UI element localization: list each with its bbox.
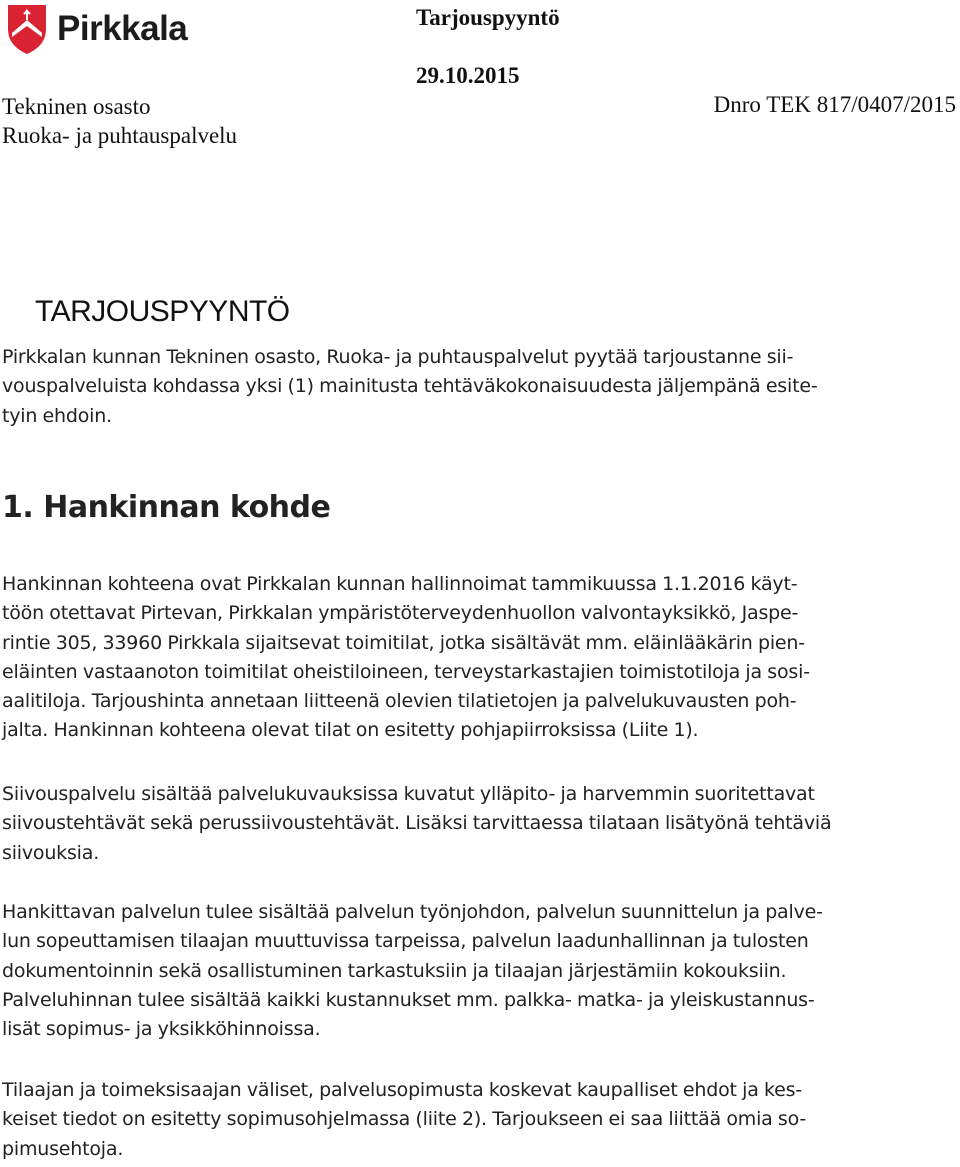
- section-heading: 1. Hankinnan kohde: [2, 490, 331, 525]
- section-paragraph-4: [2, 1076, 960, 1164]
- text-line: eläinten vastaanoton toimitilat oheistiloineen, terveystarkastajien toimistotiloja ja sosi-: [2, 660, 810, 683]
- text-line: töön otettavat Pirtevan, Pirkkalan ympäristöterveydenhuollon valvontayksikkö, Jaspe-: [2, 602, 799, 625]
- text-line: siivoustehtävät sekä perussiivoustehtävät. Lisäksi tarvittaessa tilataan lisätyönä tehtäviä: [2, 812, 832, 835]
- diary-number: Dnro TEK 817/0407/2015: [713, 92, 956, 117]
- intro-paragraph: [2, 343, 960, 431]
- text-line: pimusehtoja.: [2, 1137, 124, 1160]
- text-line: Pirkkalan kunnan Tekninen osasto, Ruoka- ja puhtauspalvelut pyytää tarjoustanne sii-: [2, 346, 794, 368]
- document-type: Tarjouspyyntö: [416, 5, 560, 30]
- text-line: lisät sopimus- ja yksikköhinnoissa.: [2, 1018, 321, 1041]
- section-paragraph-3: [2, 898, 960, 1044]
- text-line: dokumentoinnin sekä osallistuminen tarkastuksiin ja tilaajan järjestämiin kokouksiin.: [2, 959, 787, 982]
- text-line: Hankinnan kohteena ovat Pirkkalan kunnan hallinnoimat tammikuussa 1.1.2016 käyt-: [2, 573, 798, 595]
- department-block: [2, 92, 237, 150]
- text-line: aalitiloja. Tarjoushinta annetaan liitteenä olevien tilatietojen ja palvelukuvausten poh-: [2, 690, 797, 713]
- text-line: keiset tiedot on esitetty sopimusohjelmassa (liite 2). Tarjoukseen ei saa liittää omia so-: [2, 1108, 807, 1131]
- text-line: Siivouspalvelu sisältää palvelukuvauksissa kuvatut ylläpito- ja harvemmin suoritettavat: [2, 783, 815, 805]
- text-line: rintie 305, 33960 Pirkkala sijaitsevat toimitilat, jotka sisältävät mm. eläinlääkärin pien-: [2, 631, 805, 654]
- text-line: Hankittavan palvelun tulee sisältää palvelun työnjohdon, palvelun suunnittelun ja palve-: [2, 901, 823, 923]
- pirkkala-logo: [6, 2, 187, 56]
- page-title: TARJOUSPYYNTÖ: [35, 295, 290, 328]
- text-line: Palveluhinnan tulee sisältää kaikki kustannukset mm. palkka- matka- ja yleiskustannus-: [2, 988, 815, 1011]
- section-paragraph-1: [2, 570, 960, 746]
- section-paragraph-2: [2, 780, 960, 868]
- text-line: siivouksia.: [2, 841, 100, 864]
- unit-name: Ruoka- ja puhtauspalvelu: [2, 123, 238, 148]
- logo-text: Pirkkala: [57, 9, 188, 48]
- text-line: jalta. Hankinnan kohteena olevat tilat on esitetty pohjapiirroksissa (Liite 1).: [2, 719, 699, 742]
- text-line: vouspalveluista kohdassa yksi (1) mainitusta tehtäväkokonaisuudesta jäljempänä esite-: [2, 375, 818, 398]
- text-line: tyin ehdoin.: [2, 404, 112, 427]
- text-line: Tilaajan ja toimeksisaajan väliset, palvelusopimusta koskevat kaupalliset ehdot ja kes-: [2, 1079, 802, 1101]
- document-date: 29.10.2015: [416, 63, 520, 88]
- department-name: Tekninen osasto: [2, 94, 151, 119]
- coat-of-arms-icon: [6, 3, 48, 55]
- text-line: lun sopeuttamisen tilaajan muuttuvissa tarpeissa, palvelun laadunhallinnan ja tulosten: [2, 930, 809, 953]
